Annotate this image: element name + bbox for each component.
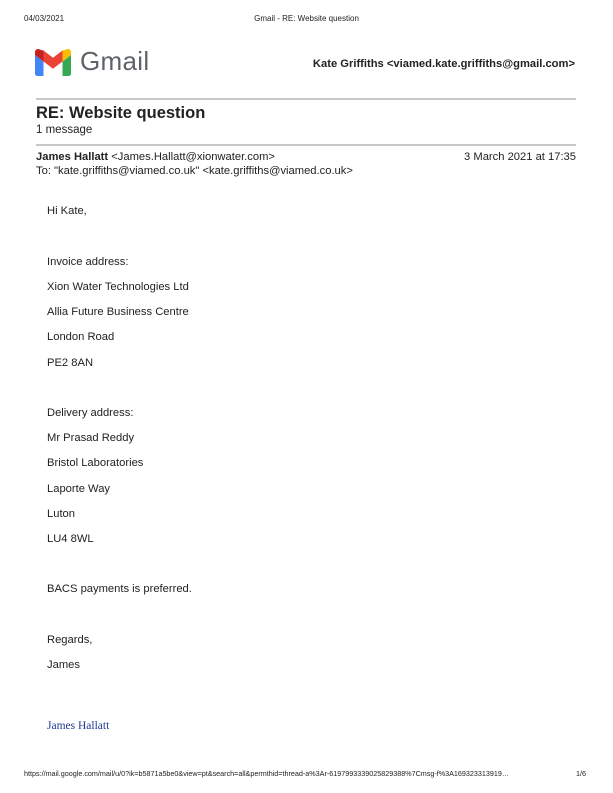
signature-name: James Hallatt (47, 720, 110, 732)
payment-note: BACS payments is preferred. (47, 583, 192, 595)
invoice-line: London Road (47, 331, 115, 343)
gmail-logo-icon (35, 49, 71, 77)
message-count: 1 message (36, 124, 93, 136)
sender-name: James Hallatt (36, 151, 109, 163)
recipient-line: To: "kate.griffiths@viamed.co.uk" <kate.griffiths@viamed.co.uk> (36, 165, 353, 177)
page-number: 1/6 (576, 769, 586, 778)
print-url: https://mail.google.com/mail/u/0?ik=b5871a5be0&view=pt&search=all&permthid=thread-a%3Ar-6197993339025829388%7Cmsg-f%3A169323313919… (24, 769, 510, 778)
account-label: Kate Griffiths <viamed.kate.griffiths@gmail.com> (312, 58, 575, 70)
header-divider (36, 98, 576, 100)
closing: Regards, (47, 634, 93, 646)
invoice-line: PE2 8AN (47, 357, 94, 369)
invoice-heading: Invoice address: (47, 256, 129, 268)
sign-name: James (47, 659, 80, 671)
print-date: 04/03/2021 (24, 14, 65, 23)
invoice-line: Allia Future Business Centre (47, 306, 189, 318)
invoice-line: Xion Water Technologies Ltd (47, 281, 189, 293)
delivery-line: Laporte Way (47, 483, 111, 495)
delivery-line: Luton (47, 508, 75, 520)
delivery-line: LU4 8WL (47, 533, 94, 545)
delivery-heading: Delivery address: (47, 407, 134, 419)
print-title: Gmail - RE: Website question (254, 14, 359, 23)
thread-subject: RE: Website question (36, 104, 206, 122)
subject-divider (36, 144, 576, 146)
sender (36, 151, 275, 163)
gmail-wordmark: Gmail (80, 46, 150, 76)
delivery-line: Bristol Laboratories (47, 457, 144, 469)
message-date: 3 March 2021 at 17:35 (464, 151, 576, 163)
sender-email: <James.Hallatt@xionwater.com> (111, 151, 275, 163)
greeting: Hi Kate, (47, 205, 87, 217)
delivery-line: Mr Prasad Reddy (47, 432, 135, 444)
